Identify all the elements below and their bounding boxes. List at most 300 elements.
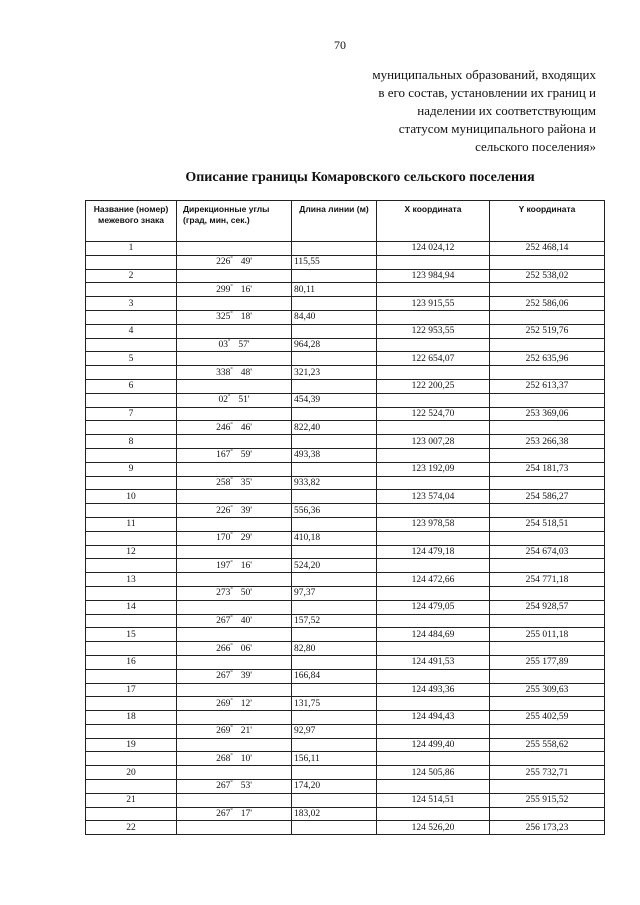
degree-sign: ° (230, 642, 233, 649)
angle-minutes: 35' (240, 477, 252, 488)
degree-sign: ° (230, 725, 233, 732)
degree-sign: ° (230, 697, 233, 704)
table-row-point (86, 517, 605, 531)
cell-line-length (292, 600, 377, 614)
angle-degrees: 246 (216, 422, 231, 433)
cell-line-length: 410,18 (292, 531, 377, 545)
cell-point-name (86, 614, 177, 628)
angle-degrees: 267 (216, 809, 231, 820)
cell-x-coordinate (377, 531, 490, 545)
cell-line-length (292, 462, 377, 476)
degree-sign: ° (230, 421, 233, 428)
cell-direction-angle (177, 628, 292, 642)
angle-minutes: 40' (240, 615, 252, 626)
cell-x-coordinate (377, 780, 490, 794)
cell-y-coordinate: 255 732,71 (490, 766, 605, 780)
cell-line-length: 556,36 (292, 504, 377, 518)
cell-direction-angle (177, 255, 292, 269)
cell-direction-angle (177, 421, 292, 435)
cell-y-coordinate (490, 724, 605, 738)
cell-point-name (86, 448, 177, 462)
table-header (86, 201, 605, 242)
cell-point-name: 19 (86, 738, 177, 752)
cell-direction-angle (177, 600, 292, 614)
cell-line-length (292, 352, 377, 366)
table-row-line (86, 780, 605, 794)
angle-degrees: 266 (216, 643, 231, 654)
cell-line-length: 964,28 (292, 338, 377, 352)
cell-x-coordinate: 124 499,40 (377, 738, 490, 752)
table-row-line (86, 310, 605, 324)
cell-point-name (86, 780, 177, 794)
degree-sign: ° (227, 338, 231, 345)
cell-direction-angle (177, 642, 292, 656)
cell-point-name (86, 255, 177, 269)
cell-x-coordinate: 123 984,94 (377, 269, 490, 283)
table-row-line (86, 586, 605, 600)
angle-degrees: 267 (216, 615, 231, 626)
degree-sign: ° (230, 780, 233, 787)
cell-x-coordinate (377, 559, 490, 573)
angle-degrees: 226 (216, 257, 231, 268)
cell-y-coordinate: 255 011,18 (490, 628, 605, 642)
table-row-line (86, 421, 605, 435)
header-line: статусом муниципального района и (398, 121, 596, 136)
table-row-point (86, 407, 605, 421)
table-row-line (86, 255, 605, 269)
angle-degrees: 226 (216, 505, 231, 516)
cell-line-length (292, 435, 377, 449)
cell-direction-angle (177, 393, 292, 407)
angle-degrees: 02 (218, 395, 228, 406)
cell-direction-angle (177, 531, 292, 545)
cell-y-coordinate: 256 173,23 (490, 821, 605, 835)
cell-x-coordinate (377, 421, 490, 435)
angle-minutes: 46' (240, 422, 252, 433)
table-row-point (86, 545, 605, 559)
cell-line-length (292, 628, 377, 642)
table-row-point (86, 435, 605, 449)
cell-point-name: 21 (86, 793, 177, 807)
table-body (86, 242, 605, 835)
table-row-point (86, 490, 605, 504)
cell-y-coordinate: 255 402,59 (490, 711, 605, 725)
table-row-line (86, 393, 605, 407)
table-row-line (86, 752, 605, 766)
cell-direction-angle (177, 269, 292, 283)
cell-y-coordinate (490, 393, 605, 407)
cell-direction-angle (177, 780, 292, 794)
document-title: Описание границы Комаровского сельского поселения (185, 170, 535, 185)
cell-direction-angle (177, 683, 292, 697)
cell-x-coordinate: 123 192,09 (377, 462, 490, 476)
cell-direction-angle (177, 407, 292, 421)
cell-x-coordinate: 124 505,86 (377, 766, 490, 780)
degree-sign: ° (230, 669, 233, 676)
cell-point-name (86, 283, 177, 297)
cell-line-length (292, 711, 377, 725)
cell-y-coordinate: 253 266,38 (490, 435, 605, 449)
cell-x-coordinate (377, 310, 490, 324)
cell-line-length (292, 545, 377, 559)
cell-x-coordinate (377, 724, 490, 738)
cell-y-coordinate (490, 283, 605, 297)
table-row-point (86, 379, 605, 393)
cell-y-coordinate: 254 518,51 (490, 517, 605, 531)
cell-line-length (292, 324, 377, 338)
degree-sign: ° (230, 476, 233, 483)
angle-degrees: 170 (216, 533, 231, 544)
angle-degrees: 338 (216, 367, 231, 378)
cell-x-coordinate: 123 915,55 (377, 297, 490, 311)
table-row-line (86, 669, 605, 683)
cell-y-coordinate: 255 177,89 (490, 655, 605, 669)
cell-y-coordinate (490, 366, 605, 380)
cell-point-name (86, 366, 177, 380)
cell-direction-angle (177, 697, 292, 711)
cell-x-coordinate (377, 476, 490, 490)
table-row-line (86, 614, 605, 628)
cell-line-length (292, 766, 377, 780)
angle-degrees: 267 (216, 671, 231, 682)
cell-x-coordinate: 122 654,07 (377, 352, 490, 366)
degree-sign: ° (230, 283, 233, 290)
cell-x-coordinate (377, 393, 490, 407)
cell-x-coordinate: 124 514,51 (377, 793, 490, 807)
cell-x-coordinate (377, 697, 490, 711)
cell-x-coordinate: 124 472,66 (377, 573, 490, 587)
angle-minutes: 39' (240, 671, 252, 682)
cell-direction-angle (177, 283, 292, 297)
cell-point-name: 8 (86, 435, 177, 449)
cell-direction-angle (177, 476, 292, 490)
cell-y-coordinate (490, 780, 605, 794)
column-header-x: X координата (377, 201, 490, 242)
cell-line-length: 80,11 (292, 283, 377, 297)
cell-y-coordinate: 255 309,63 (490, 683, 605, 697)
cell-y-coordinate (490, 586, 605, 600)
cell-x-coordinate: 122 524,70 (377, 407, 490, 421)
cell-x-coordinate (377, 752, 490, 766)
cell-y-coordinate (490, 614, 605, 628)
angle-minutes: 16' (240, 284, 252, 295)
angle-degrees: 269 (216, 698, 231, 709)
cell-point-name: 2 (86, 269, 177, 283)
cell-y-coordinate (490, 531, 605, 545)
cell-direction-angle (177, 752, 292, 766)
cell-x-coordinate: 124 484,69 (377, 628, 490, 642)
cell-point-name: 10 (86, 490, 177, 504)
cell-point-name (86, 531, 177, 545)
degree-sign: ° (230, 366, 233, 373)
angle-degrees: 258 (216, 477, 231, 488)
cell-x-coordinate: 124 024,12 (377, 242, 490, 256)
cell-x-coordinate (377, 669, 490, 683)
angle-degrees: 325 (216, 312, 231, 323)
cell-point-name (86, 504, 177, 518)
column-header-y: Y координата (490, 201, 605, 242)
cell-line-length: 131,75 (292, 697, 377, 711)
cell-direction-angle (177, 573, 292, 587)
cell-point-name: 7 (86, 407, 177, 421)
table-row-point (86, 766, 605, 780)
cell-point-name (86, 393, 177, 407)
table-row-point (86, 352, 605, 366)
cell-line-length (292, 573, 377, 587)
cell-point-name: 18 (86, 711, 177, 725)
table-row-line (86, 531, 605, 545)
cell-point-name (86, 338, 177, 352)
cell-line-length: 183,02 (292, 807, 377, 821)
degree-sign: ° (230, 504, 233, 511)
cell-direction-angle (177, 711, 292, 725)
cell-x-coordinate (377, 504, 490, 518)
table-row-point (86, 462, 605, 476)
column-header-length: Длина линии (м) (292, 201, 377, 242)
degree-sign: ° (230, 614, 233, 621)
cell-point-name (86, 669, 177, 683)
angle-minutes: 48' (240, 367, 252, 378)
degree-sign: ° (230, 752, 233, 759)
cell-y-coordinate: 252 613,37 (490, 379, 605, 393)
cell-direction-angle (177, 435, 292, 449)
table-row-line (86, 697, 605, 711)
cell-line-length (292, 490, 377, 504)
cell-x-coordinate: 123 007,28 (377, 435, 490, 449)
cell-y-coordinate (490, 476, 605, 490)
cell-direction-angle (177, 462, 292, 476)
cell-line-length (292, 297, 377, 311)
cell-y-coordinate: 255 558,62 (490, 738, 605, 752)
table-row-line (86, 338, 605, 352)
cell-x-coordinate: 124 491,53 (377, 655, 490, 669)
cell-y-coordinate (490, 255, 605, 269)
cell-line-length (292, 269, 377, 283)
cell-direction-angle (177, 242, 292, 256)
cell-y-coordinate (490, 642, 605, 656)
cell-line-length: 166,84 (292, 669, 377, 683)
cell-point-name: 20 (86, 766, 177, 780)
cell-direction-angle (177, 821, 292, 835)
cell-line-length: 92,97 (292, 724, 377, 738)
table-row-line (86, 448, 605, 462)
cell-y-coordinate: 255 915,52 (490, 793, 605, 807)
cell-direction-angle (177, 559, 292, 573)
angle-minutes: 17' (240, 809, 252, 820)
cell-line-length: 82,80 (292, 642, 377, 656)
table-row-point (86, 711, 605, 725)
table-row-line (86, 559, 605, 573)
table-row-line (86, 283, 605, 297)
header-line: в его состав, установлении их границ и (378, 85, 596, 100)
cell-point-name (86, 586, 177, 600)
cell-direction-angle (177, 310, 292, 324)
header-row (86, 201, 605, 242)
cell-line-length (292, 379, 377, 393)
cell-x-coordinate: 124 494,43 (377, 711, 490, 725)
cell-y-coordinate: 253 369,06 (490, 407, 605, 421)
cell-y-coordinate (490, 310, 605, 324)
column-header-angle: Дирекционные углы (град, мин, сек.) (177, 201, 292, 242)
cell-direction-angle (177, 766, 292, 780)
table-row-point (86, 738, 605, 752)
header-line: муниципальных образований, входящих (372, 67, 596, 82)
cell-line-length: 524,20 (292, 559, 377, 573)
cell-y-coordinate (490, 448, 605, 462)
degree-sign: ° (230, 449, 233, 456)
angle-minutes: 12' (240, 698, 252, 709)
cell-point-name (86, 752, 177, 766)
cell-direction-angle (177, 352, 292, 366)
angle-degrees: 273 (216, 588, 231, 599)
cell-point-name: 13 (86, 573, 177, 587)
degree-sign: ° (230, 587, 233, 594)
boundary-table (85, 200, 605, 835)
angle-degrees: 268 (216, 753, 231, 764)
cell-point-name (86, 642, 177, 656)
table-row-point (86, 573, 605, 587)
column-header-point: Название (номер) межевого знака (86, 201, 177, 242)
cell-point-name: 16 (86, 655, 177, 669)
cell-point-name (86, 310, 177, 324)
cell-y-coordinate: 252 468,14 (490, 242, 605, 256)
cell-y-coordinate: 252 519,76 (490, 324, 605, 338)
cell-line-length (292, 821, 377, 835)
cell-x-coordinate: 124 479,05 (377, 600, 490, 614)
table-row-point (86, 793, 605, 807)
table-row-point (86, 324, 605, 338)
cell-y-coordinate: 254 928,57 (490, 600, 605, 614)
angle-degrees: 03 (218, 339, 228, 350)
cell-point-name (86, 697, 177, 711)
cell-line-length: 933,82 (292, 476, 377, 490)
cell-line-length (292, 517, 377, 531)
cell-line-length: 493,38 (292, 448, 377, 462)
header-text (372, 66, 596, 156)
table-row-line (86, 366, 605, 380)
cell-direction-angle (177, 490, 292, 504)
table-row-point (86, 683, 605, 697)
cell-x-coordinate: 122 200,25 (377, 379, 490, 393)
cell-direction-angle (177, 807, 292, 821)
cell-point-name: 9 (86, 462, 177, 476)
table-row-line (86, 724, 605, 738)
cell-line-length (292, 242, 377, 256)
cell-direction-angle (177, 324, 292, 338)
cell-y-coordinate (490, 807, 605, 821)
cell-point-name: 5 (86, 352, 177, 366)
cell-line-length: 822,40 (292, 421, 377, 435)
angle-minutes: 57' (238, 339, 250, 350)
cell-y-coordinate (490, 697, 605, 711)
cell-line-length: 84,40 (292, 310, 377, 324)
cell-x-coordinate (377, 614, 490, 628)
angle-degrees: 167 (216, 450, 231, 461)
table-row-point (86, 297, 605, 311)
table-row-line (86, 504, 605, 518)
cell-point-name: 4 (86, 324, 177, 338)
cell-direction-angle (177, 724, 292, 738)
cell-x-coordinate (377, 338, 490, 352)
cell-point-name (86, 807, 177, 821)
cell-line-length (292, 683, 377, 697)
angle-minutes: 39' (240, 505, 252, 516)
cell-line-length (292, 738, 377, 752)
cell-x-coordinate: 123 978,58 (377, 517, 490, 531)
cell-x-coordinate (377, 283, 490, 297)
cell-line-length: 115,55 (292, 255, 377, 269)
cell-line-length (292, 793, 377, 807)
cell-line-length: 321,23 (292, 366, 377, 380)
page-number: 70 (334, 38, 346, 52)
angle-minutes: 29' (240, 533, 252, 544)
cell-direction-angle (177, 738, 292, 752)
angle-minutes: 53' (240, 781, 252, 792)
degree-sign: ° (230, 311, 233, 318)
cell-y-coordinate (490, 338, 605, 352)
header-line: сельского поселения» (475, 139, 596, 154)
angle-minutes: 49' (240, 257, 252, 268)
cell-direction-angle (177, 504, 292, 518)
angle-minutes: 59' (240, 450, 252, 461)
angle-minutes: 10' (240, 753, 252, 764)
table-row-line (86, 807, 605, 821)
angle-degrees: 299 (216, 284, 231, 295)
degree-sign: ° (230, 531, 233, 538)
cell-x-coordinate (377, 586, 490, 600)
cell-direction-angle (177, 669, 292, 683)
cell-x-coordinate (377, 807, 490, 821)
table-row-point (86, 600, 605, 614)
cell-line-length: 156,11 (292, 752, 377, 766)
cell-y-coordinate (490, 669, 605, 683)
cell-y-coordinate (490, 752, 605, 766)
cell-direction-angle (177, 297, 292, 311)
cell-direction-angle (177, 448, 292, 462)
cell-direction-angle (177, 517, 292, 531)
cell-line-length (292, 407, 377, 421)
cell-x-coordinate: 124 479,18 (377, 545, 490, 559)
cell-line-length (292, 655, 377, 669)
table-row-point (86, 242, 605, 256)
cell-point-name (86, 476, 177, 490)
cell-y-coordinate: 254 771,18 (490, 573, 605, 587)
cell-line-length: 174,20 (292, 780, 377, 794)
cell-y-coordinate: 254 586,27 (490, 490, 605, 504)
cell-line-length: 97,37 (292, 586, 377, 600)
cell-y-coordinate: 254 181,73 (490, 462, 605, 476)
cell-y-coordinate (490, 421, 605, 435)
cell-x-coordinate: 122 953,55 (377, 324, 490, 338)
cell-point-name: 1 (86, 242, 177, 256)
angle-degrees: 197 (216, 560, 231, 571)
angle-minutes: 51' (238, 395, 250, 406)
cell-y-coordinate (490, 559, 605, 573)
cell-point-name: 17 (86, 683, 177, 697)
cell-point-name: 11 (86, 517, 177, 531)
cell-y-coordinate: 252 538,02 (490, 269, 605, 283)
cell-direction-angle (177, 379, 292, 393)
table-row-line (86, 642, 605, 656)
cell-direction-angle (177, 545, 292, 559)
table-row-point (86, 628, 605, 642)
cell-point-name (86, 724, 177, 738)
table-row-point (86, 269, 605, 283)
cell-direction-angle (177, 366, 292, 380)
cell-x-coordinate (377, 642, 490, 656)
cell-point-name: 6 (86, 379, 177, 393)
cell-x-coordinate (377, 366, 490, 380)
